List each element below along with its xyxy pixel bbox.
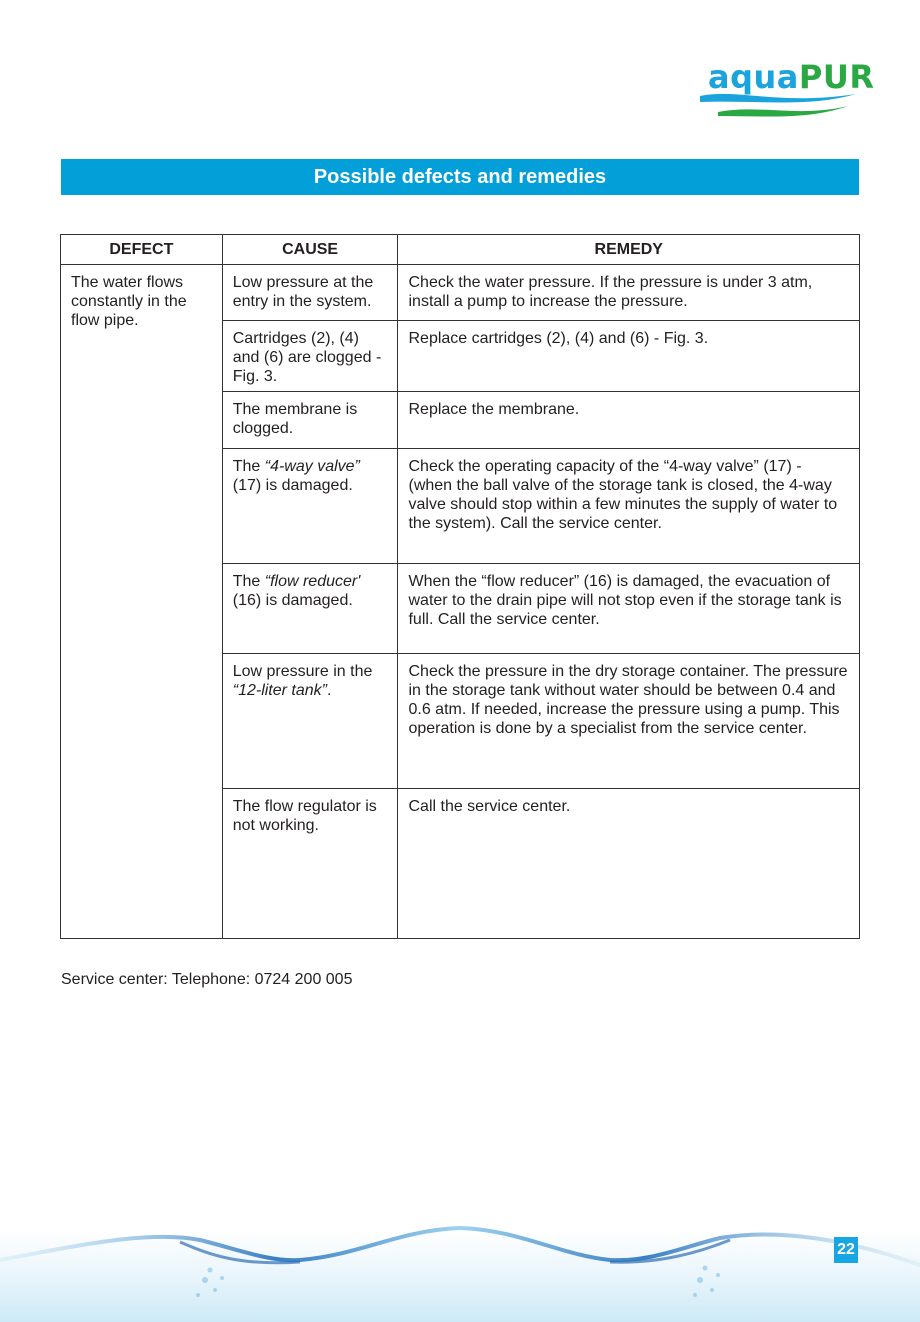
cause-emphasis: “flow reducer' xyxy=(264,573,361,590)
service-center-phone: Service center: Telephone: 0724 200 005 xyxy=(61,971,353,988)
cause-emphasis: “4-way valve” xyxy=(264,458,360,475)
cause-emphasis: “12-liter tank” xyxy=(232,682,327,699)
remedy-cell: Replace cartridges (2), (4) and (6) - Fig. 3. xyxy=(398,321,860,392)
cause-cell xyxy=(222,654,398,789)
cause-text: (16) is damaged. xyxy=(232,592,353,609)
cause-cell xyxy=(222,449,398,564)
cause-cell: The membrane is clogged. xyxy=(222,392,398,449)
logo-aqua: aqua xyxy=(708,58,799,96)
cause-text: The xyxy=(232,458,265,475)
header-cause: CAUSE xyxy=(222,235,398,265)
table-row xyxy=(61,265,860,321)
remedy-cell: When the “flow reducer” (16) is damaged, the evacuation of water to the drain pipe will not stop even if the storage tank is full. Call the service center. xyxy=(398,564,860,654)
water-wave-icon xyxy=(0,1200,920,1322)
cause-text: . xyxy=(326,682,332,699)
cause-text: (17) is damaged. xyxy=(232,477,353,494)
page-number: 22 xyxy=(834,1237,858,1263)
remedy-cell: Check the operating capacity of the “4-way valve” (17) - (when the ball valve of the storage tank is closed, the 4-way valve should stop within a few minutes the supply of water to the system). Call the service center. xyxy=(398,449,860,564)
table-header-row xyxy=(61,235,860,265)
cause-cell: Cartridges (2), (4) and (6) are clogged - Fig. 3. xyxy=(222,321,398,392)
cause-cell xyxy=(222,564,398,654)
logo-wave-icon xyxy=(698,86,858,122)
footer-water-wave xyxy=(0,1200,920,1322)
remedy-cell: Call the service center. xyxy=(398,789,860,939)
defects-table xyxy=(60,234,860,939)
header-defect: DEFECT xyxy=(61,235,223,265)
logo-pur: PUR xyxy=(798,58,875,96)
aquapur-logo xyxy=(698,58,875,124)
remedy-cell: Check the water pressure. If the pressure is under 3 atm, install a pump to increase the pressure. xyxy=(398,265,860,321)
cause-text: The xyxy=(232,573,265,590)
cause-text: Low pressure in the xyxy=(232,663,373,680)
cause-cell: Low pressure at the entry in the system. xyxy=(222,265,398,321)
remedy-cell: Replace the membrane. xyxy=(398,392,860,449)
defect-cell: The water flows constantly in the flow pipe. xyxy=(61,265,223,939)
page-title: Possible defects and remedies xyxy=(61,159,859,195)
remedy-cell: Check the pressure in the dry storage container. The pressure in the storage tank without water should be between 0.4 and 0.6 atm. If needed, increase the pressure using a pump. This operation is done by a specialist from the service center. xyxy=(398,654,860,789)
header-remedy: REMEDY xyxy=(398,235,860,265)
cause-cell: The flow regulator is not working. xyxy=(222,789,398,939)
